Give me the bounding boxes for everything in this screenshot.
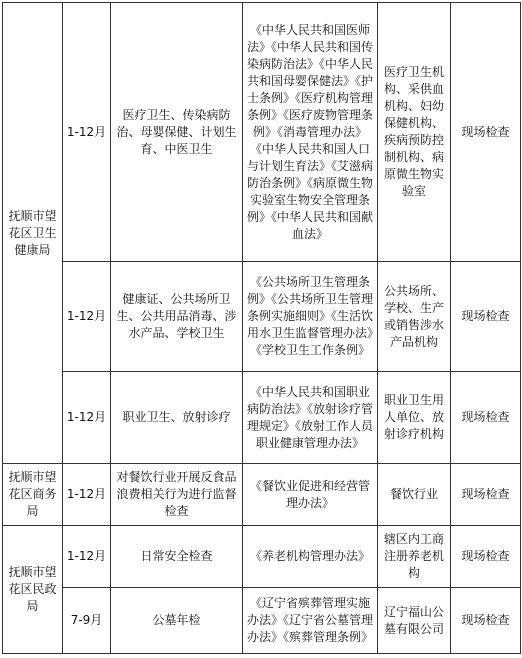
table-row [3, 464, 521, 526]
inspection-method-cell: 现场检查 [451, 3, 521, 262]
month-cell: 1-12月 [63, 3, 111, 262]
table-row [3, 372, 521, 464]
inspection-method-cell: 现场检查 [451, 372, 521, 464]
month-cell: 1-12月 [63, 262, 111, 372]
inspection-item-cell: 公墓年检 [111, 588, 243, 654]
inspection-method-cell: 现场检查 [451, 262, 521, 372]
inspection-method-cell: 现场检查 [451, 526, 521, 588]
inspection-target-cell: 辖区内工商注册养老机构 [378, 526, 451, 588]
legal-basis-cell: 《养老机构管理办法》 [243, 526, 378, 588]
inspection-target-cell: 辽宁福山公墓有限公司 [378, 588, 451, 654]
inspection-item-cell: 日常安全检查 [111, 526, 243, 588]
inspection-item-cell: 医疗卫生、传染病防治、母婴保健、计划生育、中医卫生 [111, 3, 243, 262]
department-cell: 抚顺市望花区商务局 [3, 464, 63, 526]
legal-basis-cell: 《中华人民共和国医师法》《中华人民共和国传染病防治法》《中华人民共和国母婴保健法》《护士条例》《医疗机构管理条例》《医疗废物管理条例》《消毒管理办法》《中华人民共和国人口与计划生育法》《艾滋病防治条例》《病原微生物实验室生物安全管理条例》《中华人民共和国献血法》 [243, 3, 378, 262]
inspection-target-cell: 公共场所、学校、生产或销售涉水产品机构 [378, 262, 451, 372]
inspection-schedule-table [2, 2, 521, 654]
month-cell: 1-12月 [63, 526, 111, 588]
inspection-method-cell: 现场检查 [451, 588, 521, 654]
inspection-item-cell: 对餐饮行业开展反食品浪费相关行为进行监督检查 [111, 464, 243, 526]
table-row [3, 526, 521, 588]
legal-basis-cell: 《餐饮业促进和经营管理办法》 [243, 464, 378, 526]
inspection-target-cell: 职业卫生用人单位、放射诊疗机构 [378, 372, 451, 464]
legal-basis-cell: 《中华人民共和国职业病防治法》《放射诊疗管理规定》《放射工作人员职业健康管理办法》 [243, 372, 378, 464]
table-row [3, 262, 521, 372]
department-cell: 抚顺市望花区民政局 [3, 526, 63, 654]
table-row [3, 588, 521, 654]
month-cell: 1-12月 [63, 464, 111, 526]
inspection-target-cell: 餐饮行业 [378, 464, 451, 526]
inspection-item-cell: 健康证、公共场所卫生、公共用品消毒、涉水产品、学校卫生 [111, 262, 243, 372]
legal-basis-cell: 《辽宁省殡葬管理实施办法》《辽宁省公墓管理办法》《殡葬管理条例》 [243, 588, 378, 654]
month-cell: 7-9月 [63, 588, 111, 654]
month-cell: 1-12月 [63, 372, 111, 464]
inspection-item-cell: 职业卫生、放射诊疗 [111, 372, 243, 464]
legal-basis-cell: 《公共场所卫生管理条例》《公共场所卫生管理条例实施细则》《生活饮用水卫生监督管理办法》《学校卫生工作条例》 [243, 262, 378, 372]
department-cell: 抚顺市望花区卫生健康局 [3, 3, 63, 464]
table-row [3, 3, 521, 262]
inspection-target-cell: 医疗卫生机构、采供血机构、妇幼保健机构、疾病预防控制机构、病原微生物实验室 [378, 3, 451, 262]
inspection-method-cell: 现场检查 [451, 464, 521, 526]
